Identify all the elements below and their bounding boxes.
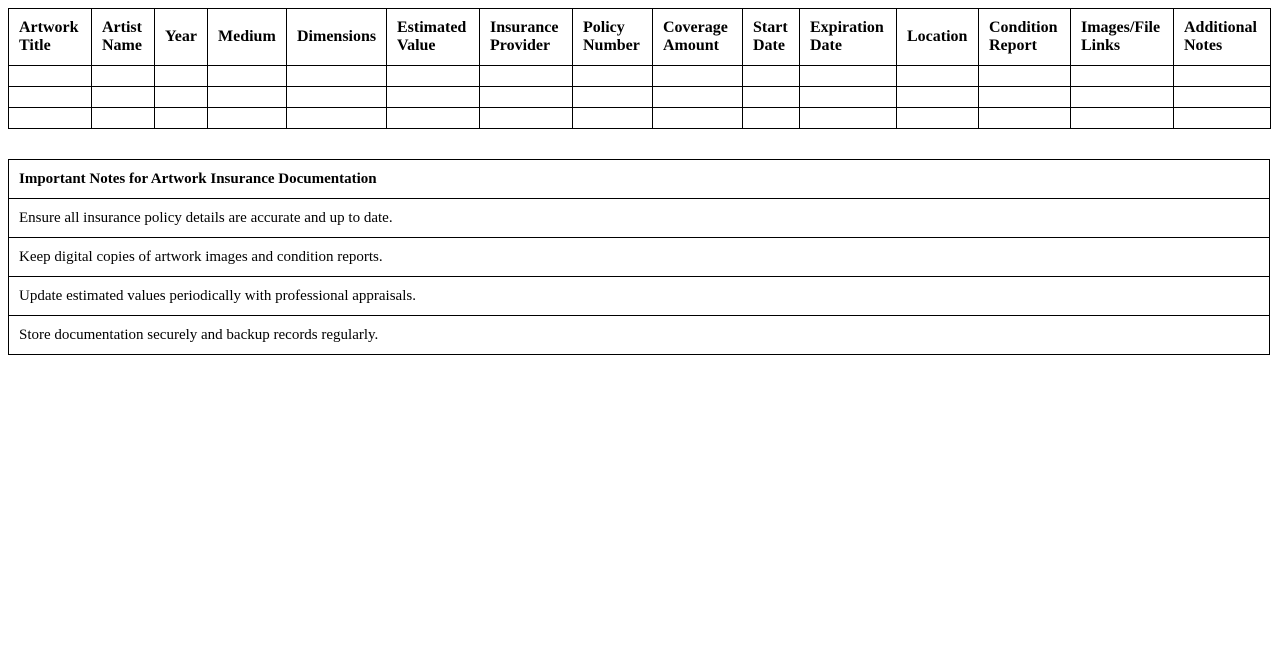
table-cell (92, 66, 155, 87)
table-cell (208, 66, 287, 87)
table-row (9, 66, 1271, 87)
table-cell (155, 87, 208, 108)
table-cell (9, 66, 92, 87)
table-row (9, 87, 1271, 108)
table-row (9, 108, 1271, 129)
column-header-estimated-value: Estimated Value (387, 9, 480, 66)
table-cell (287, 108, 387, 129)
table-cell (743, 66, 800, 87)
column-header-additional-notes: Additional Notes (1174, 9, 1271, 66)
table-header-row (9, 9, 1271, 66)
table-cell (653, 87, 743, 108)
table-cell (9, 108, 92, 129)
column-header-images-file-links: Images/File Links (1071, 9, 1174, 66)
table-cell (573, 87, 653, 108)
table-cell (92, 108, 155, 129)
column-header-policy-number: Policy Number (573, 9, 653, 66)
table-cell (1071, 66, 1174, 87)
table-cell (480, 87, 573, 108)
column-header-start-date: Start Date (743, 9, 800, 66)
column-header-expiration-date: Expiration Date (800, 9, 897, 66)
column-header-artwork-title: Artwork Title (9, 9, 92, 66)
table-cell (573, 108, 653, 129)
table-cell (979, 66, 1071, 87)
note-row (9, 277, 1270, 316)
important-notes-table (8, 159, 1270, 355)
table-cell (155, 108, 208, 129)
table-cell (653, 66, 743, 87)
table-cell (897, 108, 979, 129)
note-item: Ensure all insurance policy details are accurate and up to date. (9, 199, 1270, 238)
column-header-dimensions: Dimensions (287, 9, 387, 66)
table-cell (1071, 108, 1174, 129)
table-cell (155, 66, 208, 87)
table-cell (897, 66, 979, 87)
table-cell (573, 66, 653, 87)
column-header-condition-report: Condition Report (979, 9, 1071, 66)
column-header-year: Year (155, 9, 208, 66)
column-header-location: Location (897, 9, 979, 66)
table-cell (387, 108, 480, 129)
column-header-coverage-amount: Coverage Amount (653, 9, 743, 66)
note-item: Store documentation securely and backup records regularly. (9, 316, 1270, 355)
table-cell (92, 87, 155, 108)
table-cell (800, 108, 897, 129)
note-row (9, 238, 1270, 277)
column-header-insurance-provider: Insurance Provider (480, 9, 573, 66)
table-cell (800, 87, 897, 108)
table-cell (1174, 87, 1271, 108)
table-cell (480, 66, 573, 87)
column-header-artist-name: Artist Name (92, 9, 155, 66)
table-cell (1174, 108, 1271, 129)
table-cell (208, 108, 287, 129)
note-item: Keep digital copies of artwork images and condition reports. (9, 238, 1270, 277)
table-cell (743, 108, 800, 129)
table-cell (653, 108, 743, 129)
table-cell (480, 108, 573, 129)
table-cell (387, 87, 480, 108)
note-row (9, 199, 1270, 238)
table-cell (897, 87, 979, 108)
note-row (9, 316, 1270, 355)
column-header-medium: Medium (208, 9, 287, 66)
note-item: Update estimated values periodically with professional appraisals. (9, 277, 1270, 316)
table-cell (287, 66, 387, 87)
table-cell (800, 66, 897, 87)
table-cell (287, 87, 387, 108)
table-cell (9, 87, 92, 108)
table-cell (1174, 66, 1271, 87)
notes-heading: Important Notes for Artwork Insurance Documentation (9, 160, 1270, 199)
artwork-insurance-table (8, 8, 1271, 129)
table-cell (387, 66, 480, 87)
table-cell (979, 108, 1071, 129)
table-cell (1071, 87, 1174, 108)
table-cell (979, 87, 1071, 108)
notes-heading-row (9, 160, 1270, 199)
table-body (9, 66, 1271, 129)
table-cell (208, 87, 287, 108)
table-cell (743, 87, 800, 108)
